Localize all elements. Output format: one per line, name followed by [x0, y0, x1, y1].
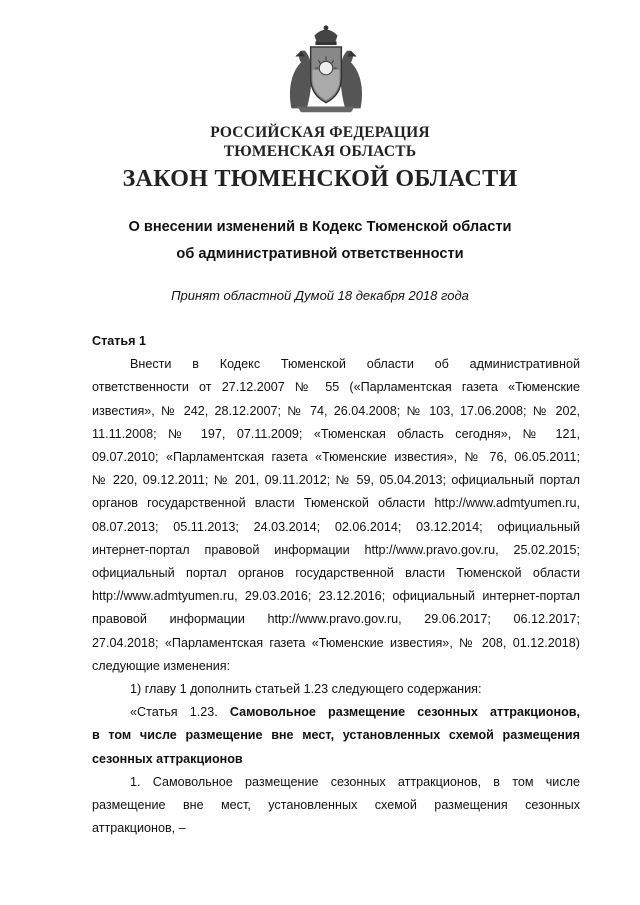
item-1: 1) главу 1 дополнить статьей 1.23 следующего содержания: [130, 682, 482, 697]
article-line: Внести в Кодекс Тюменской области об административной [130, 357, 580, 372]
article-heading: Статья 1 [92, 334, 147, 348]
article-line: официальный портал органов государственной власти Тюменской области [92, 566, 580, 581]
part-1-line: 1. Самовольное размещение сезонных аттракционов, в том числе [130, 774, 580, 789]
subject-line-1: О внесении изменений в Кодекс Тюменской области [128, 219, 512, 235]
article-line: известия», № 242, 28.12.2007; № 74, 26.04.2008; № 103, 17.06.2008; № 202, [92, 403, 580, 418]
article-line: № 220, 09.12.2011; № 201, 09.11.2012; № 59, 05.04.2013; официальный портал [92, 473, 580, 488]
new-article-title-line-3: сезонных аттракционов [92, 751, 243, 766]
region-name: ТЮМЕНСКАЯ ОБЛАСТЬ [223, 143, 417, 160]
subject-line-2: об административной ответственности [176, 246, 464, 262]
article-line: органов государственной власти Тюменской области http://www.admtyumen.ru, [92, 496, 580, 511]
article-line: интернет-портал правовой информации http://www.pravo.gov.ru, 25.02.2015; [92, 542, 580, 557]
new-article-title: Самовольное размещение сезонных аттракционов, [229, 705, 581, 720]
country-name: РОССИЙСКАЯ ФЕДЕРАЦИЯ [210, 124, 430, 141]
article-line: http://www.admtyumen.ru, 29.03.2016; 23.12.2016; официальный интернет-портал [92, 589, 580, 604]
adoption-note: Принят областной Думой 18 декабря 2018 года [171, 288, 469, 303]
new-article-title-line-1 [92, 701, 580, 724]
article-line: правовой информации http://www.pravo.gov.ru, 29.06.2017; 06.12.2017; [92, 612, 580, 627]
part-1-line: аттракционов, – [92, 821, 186, 836]
article-line: 09.07.2010; «Парламентская газета «Тюменские известия», № 76, 06.05.2011; [92, 450, 580, 465]
law-title: ЗАКОН ТЮМЕНСКОЙ ОБЛАСТИ [122, 166, 518, 192]
part-1-line: размещение вне мест, установленных схемой размещения сезонных [92, 798, 580, 813]
new-article-title-line-2: в том числе размещение вне мест, установленных схемой размещения [92, 728, 580, 743]
article-line: 11.11.2008; № 197, 07.11.2009; «Тюменская область сегодня», № 121, [92, 426, 580, 441]
article-line: 08.07.2013; 05.11.2013; 24.03.2014; 02.06.2014; 03.12.2014; официальный [92, 519, 580, 534]
article-body [92, 330, 580, 840]
article-line: 27.04.2018; «Парламентская газета «Тюменские известия», № 208, 01.12.2018) [92, 635, 580, 650]
new-article-prefix: «Статья 1.23. [130, 705, 230, 720]
article-line: ответственности от 27.12.2007 № 55 («Парламентская газета «Тюменские [92, 380, 580, 395]
article-line: следующие изменения: [92, 658, 231, 673]
coat-of-arms-icon [278, 22, 374, 118]
